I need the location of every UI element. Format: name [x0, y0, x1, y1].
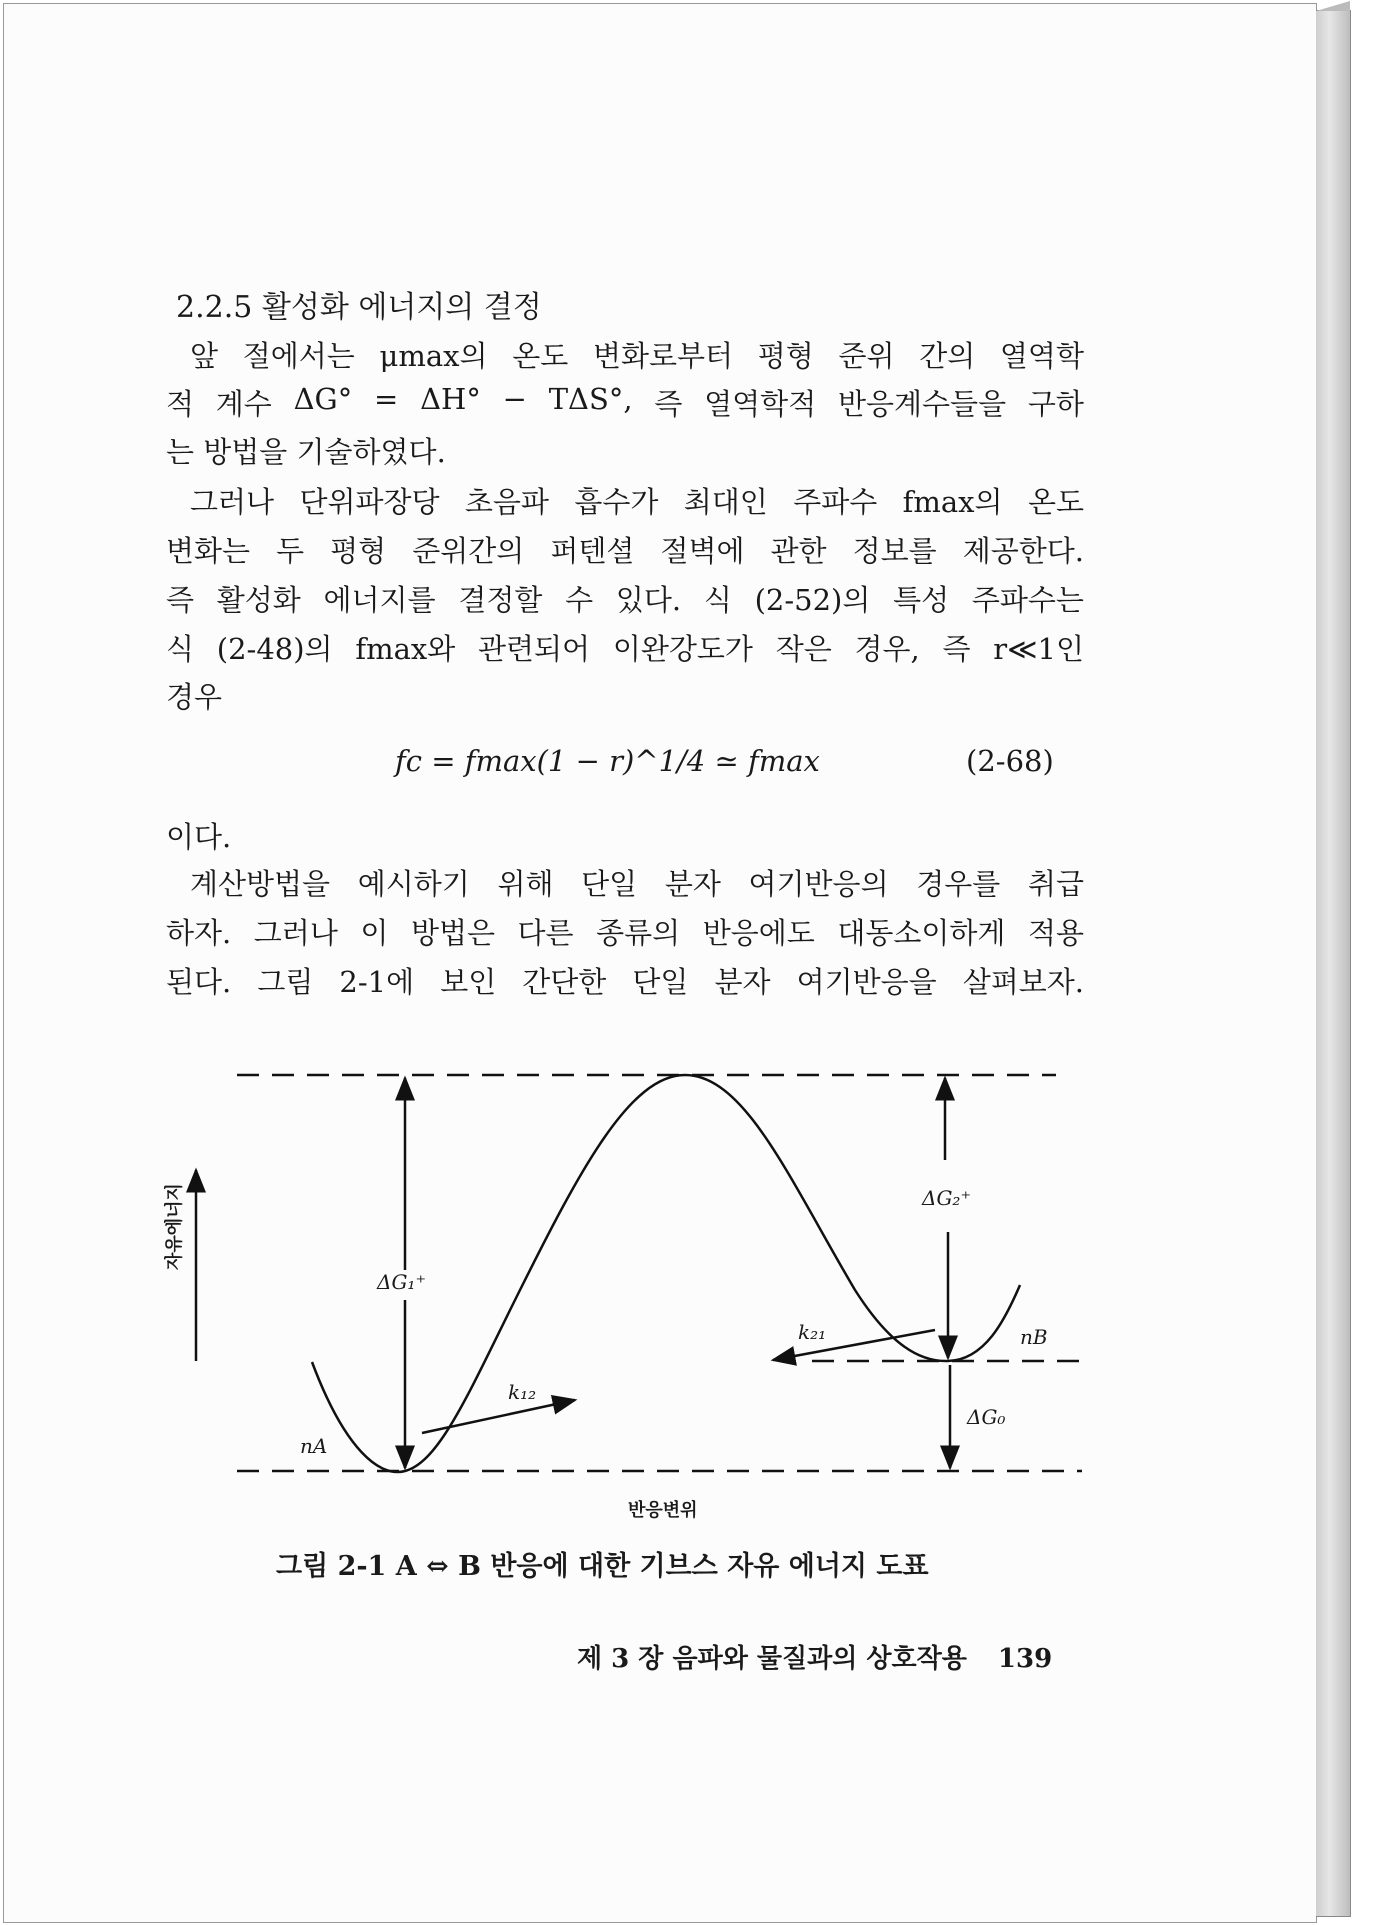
k12-arrow [422, 1400, 575, 1433]
text-line: 계산방법을 예시하기 위해 단일 분자 여기반응의 경우를 취급 [190, 867, 1084, 901]
chapter-title: 제 3 장 음파와 물질과의 상호작용 [577, 1644, 967, 1674]
k12-label: k₁₂ [508, 1380, 537, 1404]
text-line: 하자. 그러나 이 방법은 다른 종류의 반응에도 대동소이하게 적용 [166, 916, 1084, 950]
running-footer [577, 1638, 1052, 1675]
figure-caption: 그림 2-1 A ⇔ B 반응에 대한 기브스 자유 에너지 도표 [276, 1551, 929, 1582]
dG2-label: ΔG₂⁺ [922, 1186, 971, 1210]
text-line: 이다. [166, 820, 232, 854]
text-line: 는 방법을 기술하였다. [166, 435, 446, 469]
x-axis-label: 반응변위 [628, 1500, 698, 1521]
dG1-label: ΔG₁⁺ [377, 1270, 426, 1294]
text-line: 경우 [166, 680, 223, 714]
text-line: 앞 절에서는 μmax의 온도 변화로부터 평형 준위 간의 열역학 [190, 339, 1084, 373]
section-heading: 2.2.5 활성화 에너지의 결정 [176, 290, 542, 325]
text-line: 변화는 두 평형 준위간의 퍼텐셜 절벽에 관한 정보를 제공한다. [166, 534, 1084, 568]
text-line: 식 (2-48)의 fmax와 관련되어 이완강도가 작은 경우, 즉 r≪1인 [166, 632, 1084, 666]
equation-number: (2-68) [966, 744, 1054, 778]
dG0-label: ΔG₀ [967, 1405, 1006, 1429]
text-line: 된다. 그림 2-1에 보인 간단한 단일 분자 여기반응을 살펴보자. [166, 965, 1084, 999]
nB-label: nB [1020, 1325, 1048, 1349]
y-axis-label: 자유에너지 [164, 1183, 185, 1270]
text-line: 그러나 단위파장당 초음파 흡수가 최대인 주파수 fmax의 온도 [190, 485, 1084, 519]
text-line: 즉 활성화 에너지를 결정할 수 있다. 식 (2-52)의 특성 주파수는 [166, 583, 1084, 617]
nA-label: nA [300, 1434, 328, 1458]
page-number: 139 [997, 1644, 1053, 1674]
equation: fc = fmax(1 − r)^1/4 ≃ fmax [395, 744, 820, 778]
k21-label: k₂₁ [798, 1320, 827, 1344]
text-line: 적 계수 ΔG° = ΔH° − TΔS°, 즉 열역학적 반응계수들을 구하 [166, 382, 1084, 421]
